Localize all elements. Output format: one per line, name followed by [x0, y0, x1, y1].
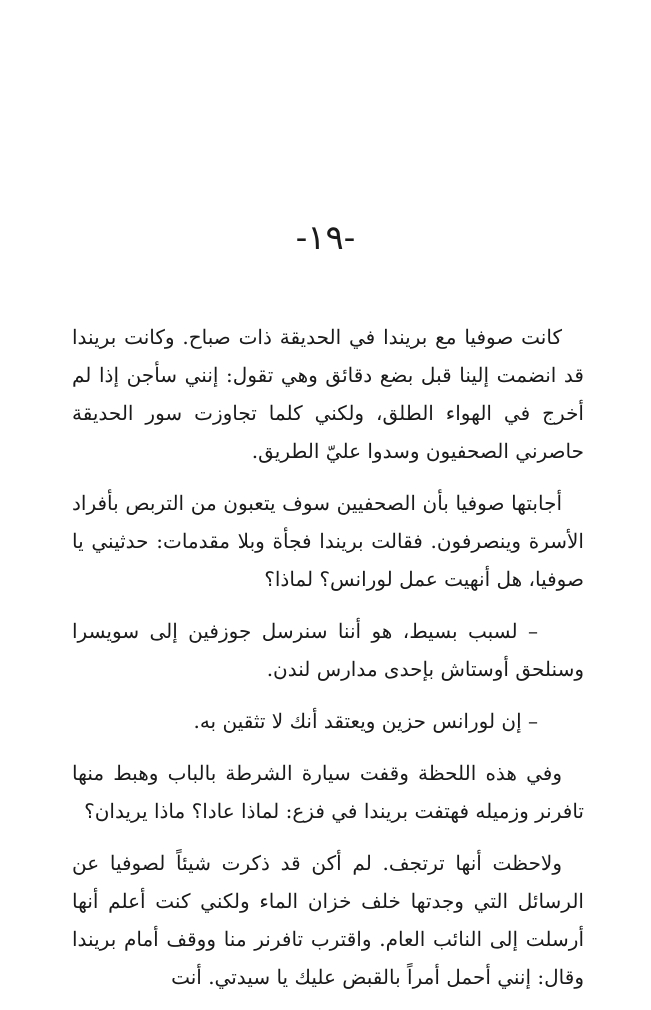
paragraph: ولاحظت أنها ترتجف. لم أكن قد ذكرت شيئاً لصوفيا عن الرسائل التي وجدتها خلف خزان الماء ولكني كنت أعلم أنها أرسلت إلى النائب العام. واقترب تافرنر منا ووقف أمام بريندا وقال: إنني أحمل أمراً بالقبض عليك يا سيدتي. أنت [72, 851, 585, 989]
paragraph: كانت صوفيا مع بريندا في الحديقة ذات صباح. وكانت بريندا قد انضمت إلينا قبل بضع دقائق وهي تقول: إنني سأجن إذا لم أخرج في الهواء الطلق، ولكني كلما تجاوزت سور الحديقة حاصرني الصحفيون وسدوا عليّ الطريق. [72, 325, 584, 463]
dialogue-line: – إن لورانس حزين ويعتقد أنك لا تثقين به. [193, 709, 538, 733]
dialogue-line: – لسبب بسيط، هو أننا سنرسل جوزفين إلى سويسرا وسنلحق أوستاش بإحدى مدارس لندن. [72, 619, 584, 681]
body-text [72, 318, 584, 1010]
page-number: -١٩- [295, 218, 356, 258]
paragraph: أجابتها صوفيا بأن الصحفيين سوف يتعبون من التربص بأفراد الأسرة وينصرفون. فقالت بريندا فجأة وبلا مقدمات: حدثيني يا صوفيا، هل أنهيت عمل لورانس؟ لماذا؟ [72, 491, 584, 591]
paragraph: وفي هذه اللحظة وقفت سيارة الشرطة بالباب وهبط منها تافرنر وزميله فهتفت بريندا في فزع: لماذا عادا؟ ماذا يريدان؟ [72, 761, 584, 823]
